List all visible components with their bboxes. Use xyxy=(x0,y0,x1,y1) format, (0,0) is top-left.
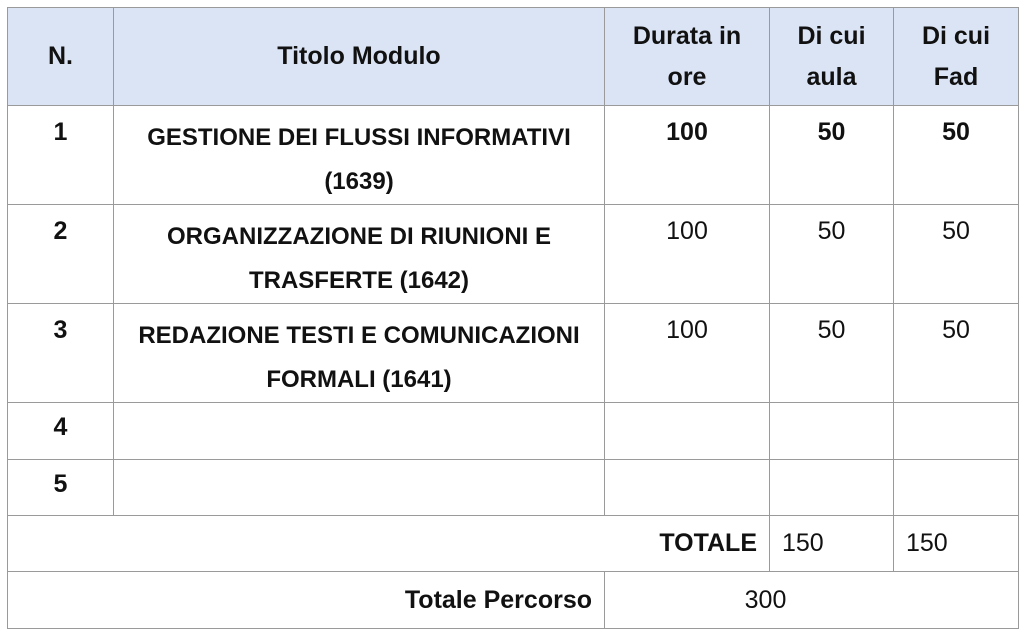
row-classroom xyxy=(770,403,894,460)
row-title: GESTIONE DEI FLUSSI INFORMATIVI (1639) xyxy=(114,106,605,205)
row-title xyxy=(114,403,605,460)
row-duration xyxy=(605,460,770,516)
table-row xyxy=(8,403,1019,460)
row-classroom: 50 xyxy=(770,205,894,304)
row-title: ORGANIZZAZIONE DI RIUNIONI E TRASFERTE (1642) xyxy=(114,205,605,304)
row-classroom: 50 xyxy=(770,106,894,205)
totals-row xyxy=(8,516,1019,572)
row-duration xyxy=(605,403,770,460)
course-total-value: 300 xyxy=(605,572,1019,629)
table-row xyxy=(8,304,1019,403)
totals-fad: 150 xyxy=(894,516,1019,572)
modules-table-container xyxy=(7,7,1018,627)
table-row xyxy=(8,460,1019,516)
header-classroom: Di cui aula xyxy=(770,8,894,106)
row-num: 2 xyxy=(8,205,114,304)
header-num: N. xyxy=(8,8,114,106)
header-fad: Di cui Fad xyxy=(894,8,1019,106)
row-duration: 100 xyxy=(605,304,770,403)
totals-classroom: 150 xyxy=(770,516,894,572)
row-title: REDAZIONE TESTI E COMUNICAZIONI FORMALI (1641) xyxy=(114,304,605,403)
row-num: 5 xyxy=(8,460,114,516)
row-fad xyxy=(894,403,1019,460)
row-classroom xyxy=(770,460,894,516)
row-num: 4 xyxy=(8,403,114,460)
header-duration: Durata in ore xyxy=(605,8,770,106)
table-row xyxy=(8,106,1019,205)
course-total-row xyxy=(8,572,1019,629)
row-duration: 100 xyxy=(605,205,770,304)
row-num: 1 xyxy=(8,106,114,205)
header-title: Titolo Modulo xyxy=(114,8,605,106)
row-classroom: 50 xyxy=(770,304,894,403)
row-num: 3 xyxy=(8,304,114,403)
row-title xyxy=(114,460,605,516)
course-total-label: Totale Percorso xyxy=(8,572,605,629)
row-fad xyxy=(894,460,1019,516)
table-row xyxy=(8,205,1019,304)
table-header-row xyxy=(8,8,1019,106)
row-duration: 100 xyxy=(605,106,770,205)
modules-table xyxy=(7,7,1019,629)
row-fad: 50 xyxy=(894,106,1019,205)
row-fad: 50 xyxy=(894,205,1019,304)
totals-label: TOTALE xyxy=(8,516,770,572)
row-fad: 50 xyxy=(894,304,1019,403)
